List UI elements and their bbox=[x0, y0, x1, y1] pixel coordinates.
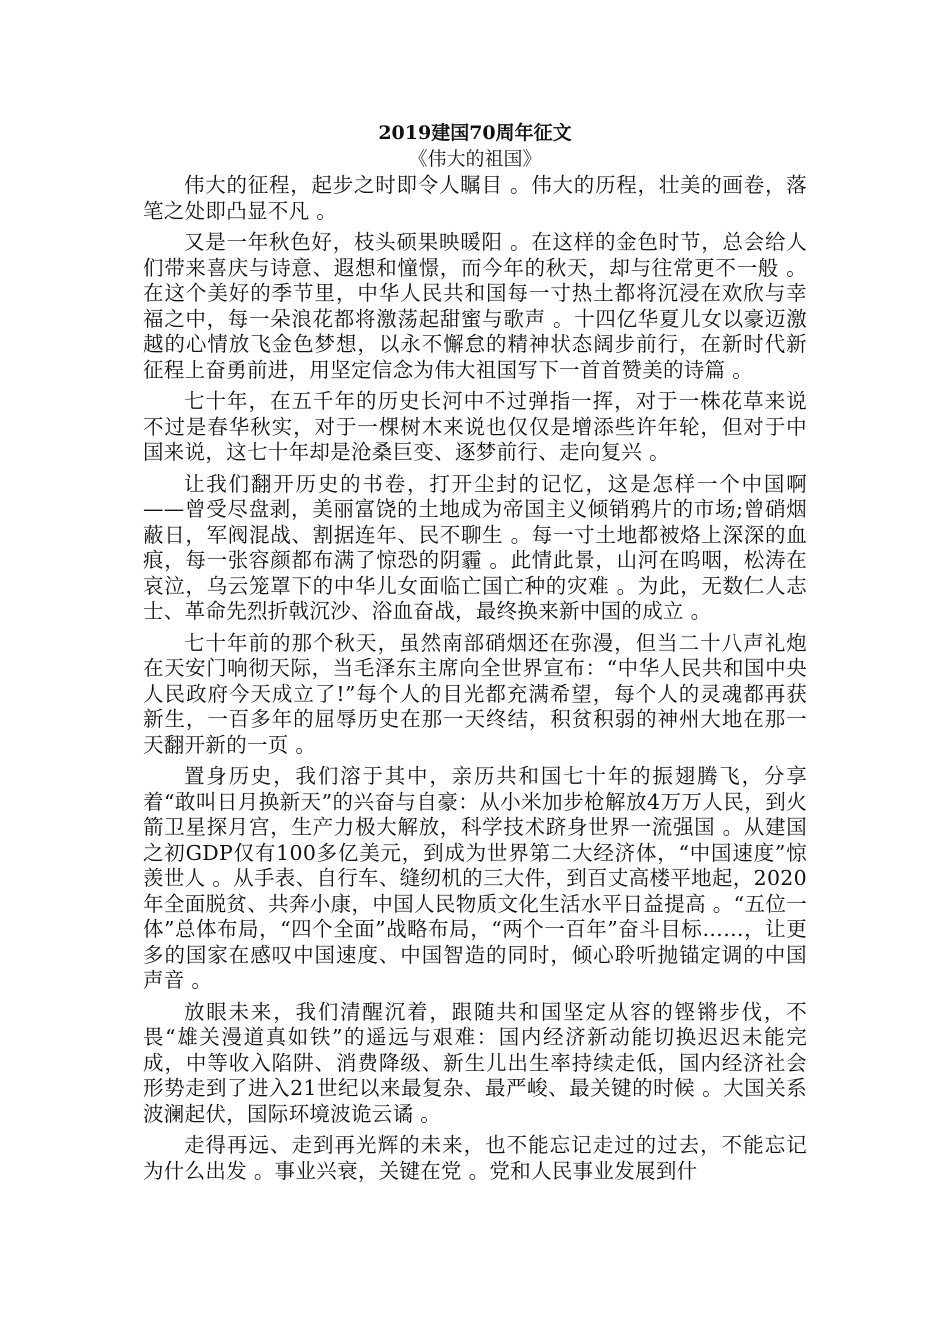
document-subtitle: 《伟大的祖国》 bbox=[408, 148, 542, 170]
paragraph: 走得再远、走到再光辉的未来，也不能忘记走过的过去，不能忘记为什么出发 。事业兴衰，关键在党 。党和人民事业发展到什 bbox=[143, 1133, 807, 1183]
paragraph: 七十年，在五千年的历史长河中不过弹指一挥，对于一株花草来说不过是春华秋实，对于一棵树木来说也仅仅是增添些许年轮，但对于中国来说，这七十年却是沧桑巨变、逐梦前行、走向复兴 。 bbox=[143, 389, 807, 464]
paragraph: 放眼未来，我们清醒沉着，跟随共和国坚定从容的铿锵步伐，不畏“雄关漫道真如铁”的遥远与艰难：国内经济新动能切换迟迟未能完成，中等收入陷阱、消费降级、新生儿出生率持续走低，国内经济社会形势走到了进入21世纪以来最复杂、最严峻、最关键的时候 。大国关系波澜起伏，国际环境波诡云谲 。 bbox=[143, 999, 807, 1126]
document-title: 2019建国70周年征文 bbox=[378, 122, 572, 144]
paragraph: 又是一年秋色好，枝头硕果映暖阳 。在这样的金色时节，总会给人们带来喜庆与诗意、遐想和憧憬，而今年的秋天，却与往常更不一般 。在这个美好的季节里，中华人民共和国每一寸热土都将沉浸在欢欣与幸福之中，每一朵浪花都将激荡起甜蜜与歌声 。十四亿华夏儿女以豪迈激越的心情放飞金色梦想，以永不懈怠的精神状态阔步前行，在新时代新征程上奋勇前进，用坚定信念为伟大祖国写下一首首赞美的诗篇 。 bbox=[143, 230, 807, 382]
paragraph: 七十年前的那个秋天，虽然南部硝烟还在弥漫，但当二十八声礼炮在天安门响彻天际，当毛泽东主席向全世界宣布：“中华人民共和国中央人民政府今天成立了!”每个人的目光都充满希望，每个人的灵魂都再获新生，一百多年的屈辱历史在那一天终结，积贫积弱的神州大地在那一天翻开新的一页 。 bbox=[143, 630, 807, 757]
paragraph: 置身历史，我们溶于其中，亲历共和国七十年的振翅腾飞，分享着“敢叫日月换新天”的兴奋与自豪：从小米加步枪解放4万万人民，到火箭卫星探月宫，生产力极大解放，科学技术跻身世界一流强国 。从建国之初GDP仅有100多亿美元，到成为世界第二大经济体，“中国速度”惊羡世人 。从手表、自行车、缝纫机的三大件，到百丈高楼平地起，2020年全面脱贫、共奔小康，中国人民物质文化生活水平日益提高 。“五位一体”总体布局，“四个全面”战略布局，“两个一百年”奋斗目标……，让更多的国家在感叹中国速度、中国智造的同时，倾心聆听抛锚定调的中国声音 。 bbox=[143, 764, 807, 992]
paragraph: 让我们翻开历史的书卷，打开尘封的记忆，这是怎样一个中国啊——曾受尽盘剥，美丽富饶的土地成为帝国主义倾销鸦片的市场;曾硝烟蔽日，军阀混战、割据连年、民不聊生 。每一寸土地都被烙上深深的血痕，每一张容颜都布满了惊恐的阴霾 。此情此景，山河在呜咽，松涛在哀泣，乌云笼罩下的中华儿女面临亡国亡种的灾难 。为此，无数仁人志士、革命先烈折戟沉沙、浴血奋战，最终换来新中国的成立 。 bbox=[143, 471, 807, 623]
paragraph: 伟大的征程，起步之时即令人瞩目 。伟大的历程，壮美的画卷，落笔之处即凸显不凡 。 bbox=[143, 173, 807, 223]
document-body bbox=[143, 120, 807, 1190]
